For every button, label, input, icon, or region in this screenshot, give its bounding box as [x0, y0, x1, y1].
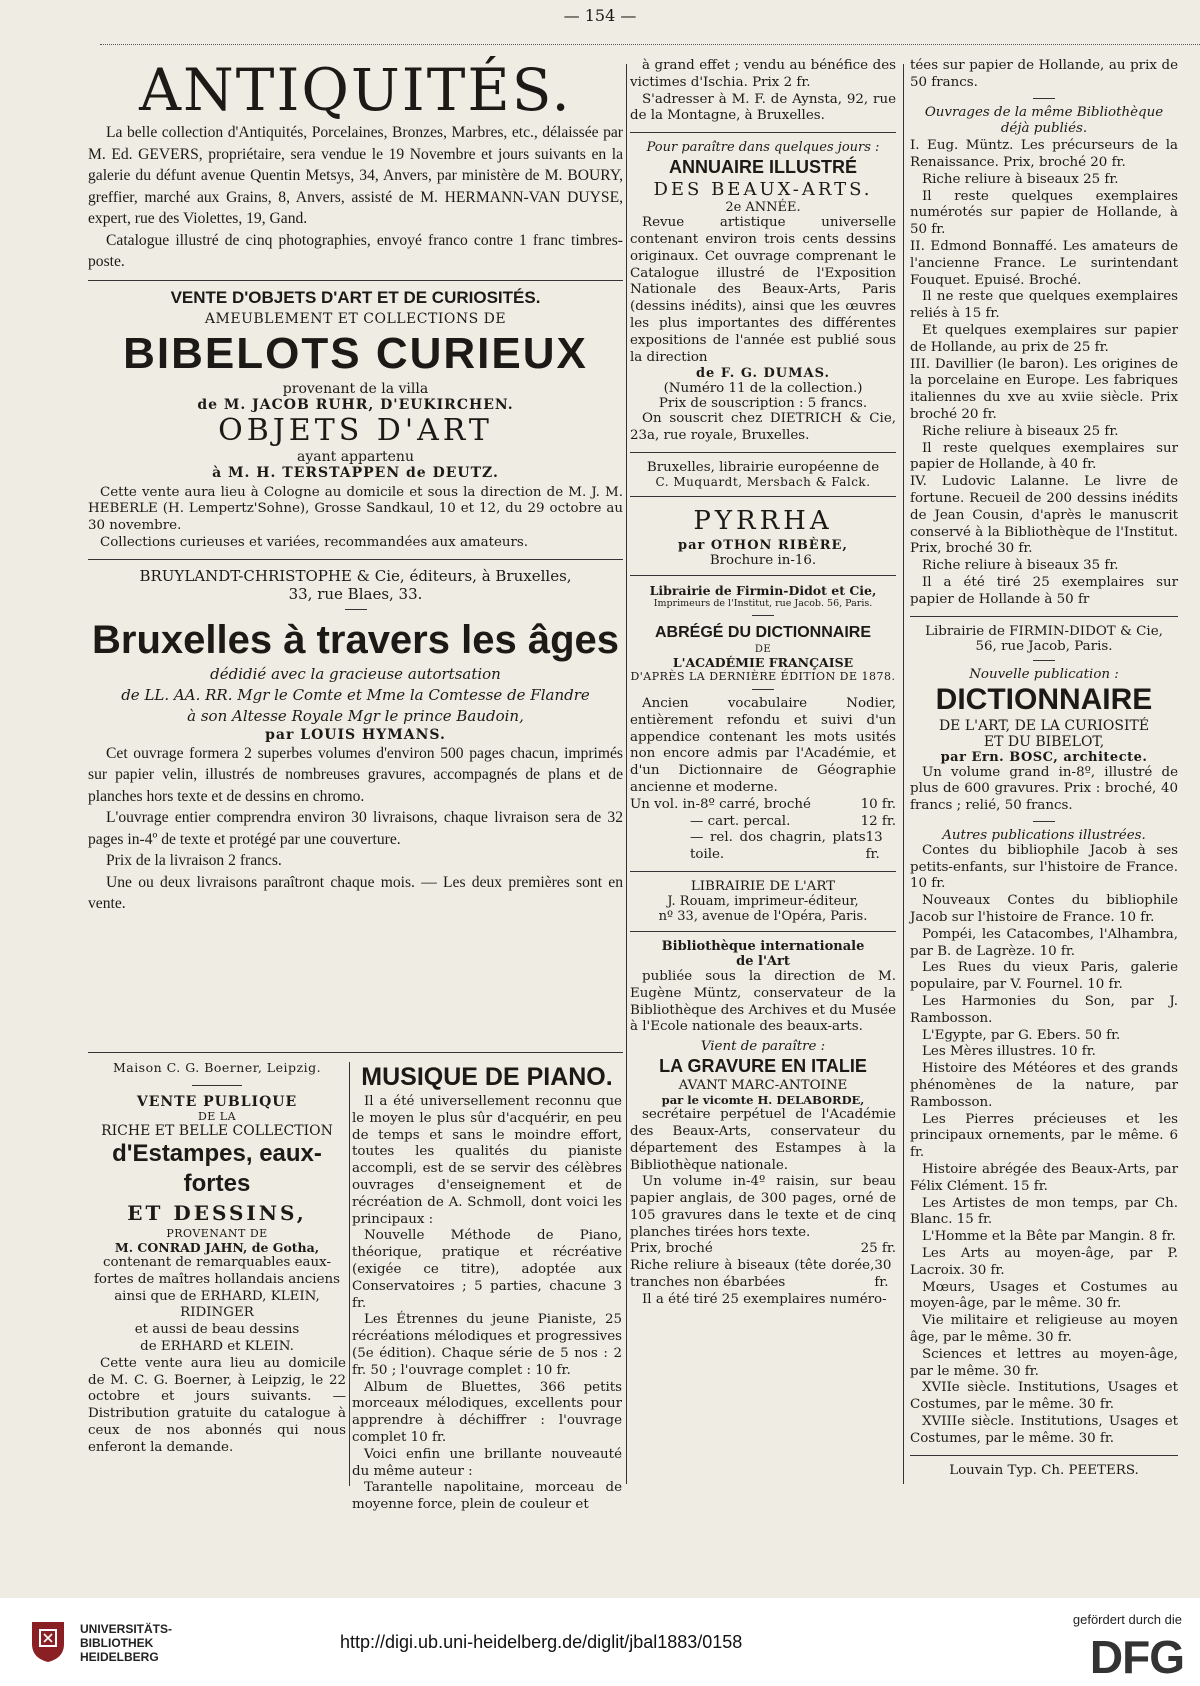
boerner-text3: de ERHARD et KLEIN. — [140, 1338, 294, 1354]
list-item: Histoire des Météores et des grands phénomènes de la nature, par Rambosson. — [910, 1061, 1178, 1110]
dedie-line1: dédidié avec la gracieuse autortsation — [210, 664, 501, 683]
item-1b: Riche reliure à biseaux 25 fr. — [922, 171, 1119, 187]
bruxelles-title: Bruxelles à travers les âges — [91, 617, 619, 662]
bibliotheque-title: Bibliothèque internationale — [661, 938, 865, 954]
bruxelles-text4: Une ou deux livraisons paraîtront chaque mois. — Les deux premières sont en vente. — [88, 873, 623, 913]
list-item: Les Mères illustres. 10 fr. — [922, 1044, 1096, 1060]
column-musique — [352, 1060, 622, 1513]
bruxelles-text3: Prix de la livraison 2 francs. — [106, 852, 282, 870]
list-item: Les Arts au moyen-âge, par P. Lacroix. 30 fr. — [910, 1246, 1178, 1278]
publications-list — [910, 843, 1178, 1448]
publiee-text: publiée sous la direction de M. Eugène Müntz, conservateur de la Bibliothèque des Archives et du Musée à l'Ecole nationale des beaux-arts. — [630, 968, 896, 1035]
item-3b: Riche reliure à biseaux 25 fr. — [922, 423, 1119, 439]
vente-title: VENTE D'OBJETS D'ART ET DE CURIOSITÉS. — [170, 287, 541, 307]
item-3c: Il reste quelques exemplaires sur papier de Hollande, à 40 fr. — [910, 440, 1178, 473]
price-value: 10 fr. — [860, 796, 896, 812]
jahn: M. CONRAD JAHN, de Gotha, — [114, 1240, 320, 1255]
terstappen: à M. H. TERSTAPPEN de DEUTZ. — [212, 464, 499, 481]
firmin-didot: Librairie de Firmin-Didot et Cie, — [649, 582, 877, 598]
divider — [630, 132, 896, 133]
pour-paraitre: Pour paraître dans quelques jours : — [646, 140, 880, 156]
price-label: Prix, broché — [630, 1241, 713, 1257]
pyrrha-title: PYRRHA — [693, 505, 833, 536]
rue-jacob: 56, rue Jacob, Paris. — [975, 638, 1113, 654]
column-rule — [349, 1062, 350, 1486]
beaux-arts-title: DES BEAUX-ARTS. — [653, 179, 873, 201]
footer-bar — [0, 1598, 1200, 1686]
list-item: Les Pierres précieuses et les principaux ornements, par le même. 6 fr. — [910, 1111, 1178, 1161]
antiquites-catalogue: Catalogue illustré de cinq photographies, envoyé franco contre 1 franc timbres-poste. — [88, 231, 623, 270]
de-lart: de l'Art — [736, 953, 790, 969]
item-2c: Et quelques exemplaires sur papier de Hollande, au prix de 25 fr. — [910, 322, 1178, 355]
et-du-bibelot: ET DU BIBELOT, — [983, 733, 1105, 750]
vente-text: Cette vente aura lieu à Cologne au domicile et sous la direction de M. J. M. HEBERLE (H. Lempertz'Sohne), Grosse Sandkaul, 10 et 12, du 29 octobre au 30 novembre. — [88, 484, 623, 534]
librairie-art: LIBRAIRIE DE L'ART — [690, 878, 836, 894]
par-hymans: par LOUIS HYMANS. — [265, 726, 446, 743]
apres-edition: D'APRÈS LA DERNIÈRE ÉDITION DE 1878. — [630, 669, 896, 683]
bruxelles-text1: Cet ouvrage formera 2 superbes volumes d'environ 500 pages chacun, imprimés sur papier velin, illustrés de nombreuses gravures, accompagnés de plans et de planches hors texte et de dessins en chromo. — [88, 744, 623, 805]
musique-text1: Il a été universellement reconnu que le moyen le plus sûr d'acquérir, en peu de temps et sans le moindre effort, toutes les qualités du pianiste accompli, est de se servir des célèbres ouvrages d'enseignement et de récréation de A. Schmoll, dont voici les principaux : — [352, 1094, 622, 1227]
ouvrages-heading: Ouvrages de la même Bibliothèque déjà publiés. — [924, 104, 1164, 137]
musique-text5: Voici enfin une brillante nouveauté du même auteur : — [352, 1446, 622, 1479]
vient-de-paraitre: Vient de paraître : — [700, 1039, 826, 1055]
list-item: Les Artistes de mon temps, par Ch. Blanc. 15 fr. — [910, 1195, 1178, 1228]
delaborde: par le vicomte H. DELABORDE, — [661, 1093, 865, 1108]
musique-text3: Les Étrennes du jeune Pianiste, 25 récréations mélodiques et progressives (5e édition). Chaque série de 5 nos : 2 fr. 50 ; l'ouvrage complet : 10 fr. — [352, 1312, 622, 1378]
divider — [630, 871, 896, 872]
price-row — [630, 1241, 896, 1258]
vente-collections: Collections curieuses et variées, recommandées aux amateurs. — [100, 534, 529, 550]
annuaire-text: Revue artistique universelle contenant environ trois cents dessins originaux. Cet ouvrage comprenant le Catalogue illustré de l'Exposition Nationale des Beaux-Arts, Paris (dessins inédits), ainsi que les œuvres les plus importantes des différentes expositions de l'année est publié sous la direction — [630, 215, 896, 365]
column-rule — [903, 64, 904, 1484]
objets-dart: OBJETS D'ART — [218, 412, 493, 448]
de-label: DE — [754, 643, 772, 655]
souscription: Prix de souscription : 5 francs. — [658, 396, 868, 412]
dfg-label: gefördert durch die — [1072, 1612, 1182, 1627]
short-rule — [1033, 98, 1055, 99]
souscrit: On souscrit chez DIETRICH & Cie, 23a, rue royale, Bruxelles. — [630, 411, 896, 444]
divider — [88, 280, 623, 281]
vente-subtitle: AMEUBLEMENT ET COLLECTIONS DE — [204, 310, 507, 327]
librairie-firmin: Librairie de FIRMIN-DIDOT & Cie, — [925, 623, 1163, 639]
numero: (Numéro 11 de la collection.) — [663, 381, 863, 397]
rouam: J. Rouam, imprimeur-éditeur, — [667, 893, 859, 909]
column-left-top — [88, 58, 623, 1050]
list-item: Les Rues du vieux Paris, galerie populaire, par V. Fournel. 10 fr. — [910, 960, 1178, 993]
musique-text2: Nouvelle Méthode de Piano, théorique, pratique et récréative (exigée ce titre), adoptée aux Conservatoires ; 5 parties, chacune 3 fr. — [352, 1228, 622, 1311]
boerner-text1: contenant de remarquables eaux-fortes de maîtres hollandais anciens ainsi que de ERHARD, KLEIN, RIDINGER — [93, 1255, 341, 1321]
item-4c: Il a été tiré 25 exemplaires sur papier de Hollande à 50 fr — [910, 574, 1178, 607]
column-right — [910, 58, 1178, 1486]
price-value: 25 fr. — [860, 1241, 896, 1257]
list-item: L'Egypte, par G. Ebers. 50 fr. — [922, 1027, 1121, 1043]
logo-line: BIBLIOTHEK — [80, 1636, 154, 1650]
de-la: DE LA — [197, 1110, 237, 1123]
musique-text6: Tarantelle napolitaine, morceau de moyenne force, plein de couleur et — [352, 1480, 622, 1513]
abrege-title: ABRÉGÉ DU DICTIONNAIRE — [654, 623, 871, 641]
column-rule — [626, 64, 627, 1484]
rouam-address: nº 33, avenue de l'Opéra, Paris. — [658, 908, 868, 924]
list-item: Mœurs, Usages et Costumes au moyen-âge, par le même. 30 fr. — [910, 1279, 1178, 1312]
item-4: IV. Ludovic Lalanne. Le livre de fortune. Recueil de 200 dessins inédits de Jean Cousin, d'après le manuscrit conservé à la Bibliothèque de l'Institut. Prix, broché 30 fr. — [910, 474, 1178, 557]
price-label: — rel. dos chagrin, plats toile. — [690, 830, 866, 863]
list-item: Pompéi, les Catacombes, l'Alhambra, par B. de Lagrèze. 10 fr. — [910, 926, 1178, 959]
bruxelles-text2: L'ouvrage entier comprendra environ 30 livraisons, chaque livraison sera de 32 pages in-4º de texte et protégé par une couverture. — [88, 809, 623, 848]
bruylandt-line2: 33, rue Blaes, 33. — [288, 584, 423, 603]
dumas: de F. G. DUMAS. — [695, 366, 831, 382]
aynsta-text: S'adresser à M. F. de Aynsta, 92, rue de la Montagne, à Bruxelles. — [630, 91, 896, 124]
top-rule — [100, 44, 1200, 45]
dfg-logo: DFG — [1089, 1631, 1184, 1683]
price-value: 13 fr. — [865, 830, 883, 863]
item-1c: Il reste quelques exemplaires numérotés sur papier de Hollande, à 50 fr. — [910, 188, 1178, 238]
avant-marc-antoine: AVANT MARC-ANTOINE — [678, 1078, 848, 1094]
price-row — [630, 797, 896, 814]
list-item: Nouveaux Contes du bibliophile Jacob sur l'histoire de France. 10 fr. — [910, 893, 1178, 926]
price-label: Riche reliure à biseaux (tête dorée, tranches non ébarbées — [630, 1258, 875, 1291]
bruylandt-line1: BRUYLANDT-CHRISTOPHE & Cie, éditeurs, à Bruxelles, — [139, 566, 572, 585]
price-value: 12 fr. — [860, 813, 896, 829]
column-boerner — [88, 1060, 346, 1486]
annee: 2e ANNÉE. — [725, 200, 801, 216]
musique-text4: Album de Bluettes, 366 petits morceaux mélodiques, excellents pour apprendre à déchiffrer : l'ouvrage complet 10 fr. — [352, 1379, 622, 1445]
short-rule — [192, 1085, 242, 1086]
divider — [630, 496, 896, 497]
dedie-line3: à son Altesse Royale Mgr le prince Baudoin, — [187, 706, 524, 725]
list-item: Vie militaire et religieuse au moyen âge, par le même. 30 fr. — [910, 1313, 1178, 1345]
volume-text: Un volume in-4º raisin, sur beau papier anglais, de 300 pages, orné de 105 gravures dans le texte et de cinq planches tirées hors texte. — [630, 1174, 896, 1240]
list-item: Histoire abrégée des Beaux-Arts, par Félix Clément. 15 fr. — [910, 1162, 1178, 1194]
estampes-title: d'Estampes, eaux-fortes — [112, 1140, 322, 1197]
ruhr: de M. JACOB RUHR, D'EUKIRCHEN. — [197, 396, 514, 413]
item-2b: Il ne reste que quelques exemplaires reliés à 15 fr. — [910, 289, 1178, 322]
item-3: III. Davillier (le baron). Les origines de la porcelaine en Europe. Les fabriques italiennes du xve au xviie siècle. Prix broché 20 fr. — [910, 356, 1178, 422]
vente-publique: VENTE PUBLIQUE — [136, 1094, 298, 1110]
academie: L'ACADÉMIE FRANÇAISE — [672, 654, 854, 670]
divider — [910, 1455, 1178, 1456]
divider — [630, 931, 896, 932]
riche-collection: RICHE ET BELLE COLLECTION — [101, 1123, 333, 1139]
dessins-title: ET DESSINS, — [127, 1201, 307, 1225]
tire-text: Il a été tiré 25 exemplaires numéro- — [642, 1291, 887, 1307]
boerner-text2: et aussi de beau dessins — [134, 1322, 300, 1338]
imprimeurs: Imprimeurs de l'Institut, rue Jacob. 56, Paris. — [653, 597, 873, 609]
source-url-link[interactable]: http://digi.ub.uni-heidelberg.de/diglit/jbal1883/0158 — [340, 1632, 743, 1652]
price-row — [630, 830, 896, 864]
divider — [910, 616, 1178, 617]
de-lart-curiosite: DE L'ART, DE LA CURIOSITÉ — [938, 717, 1150, 734]
bibelots-title: BIBELOTS CURIEUX — [123, 328, 588, 378]
maison-boerner: Maison C. G. Boerner, Leipzig. — [112, 1060, 322, 1075]
dictionnaire-volume: Un volume grand in-8º, illustré de plus de 600 gravures. Prix : broché, 40 francs ; relié, 50 francs. — [910, 764, 1178, 814]
antiquites-title: ANTIQUITÉS. — [139, 56, 572, 124]
university-logo-text — [80, 1622, 172, 1664]
dedie-line2: de LL. AA. RR. Mgr le Comte et Mme la Comtesse de Flandre — [121, 685, 590, 704]
annuaire-title: ANNUAIRE ILLUSTRÉ — [669, 157, 857, 178]
short-rule — [1033, 821, 1055, 822]
price-label: Un vol. in-8º carré, broché — [630, 796, 811, 812]
short-rule — [1033, 660, 1055, 661]
price-label: — cart. percal. — [690, 813, 791, 829]
item-1: I. Eug. Müntz. Les précurseurs de la Renaissance. Prix, broché 20 fr. — [910, 138, 1178, 170]
list-item: Les Harmonies du Son, par J. Rambosson. — [910, 994, 1178, 1026]
brux-librairie-2: C. Muquardt, Mersbach & Falck. — [655, 474, 871, 489]
louvain-imprint: Louvain Typ. Ch. PEETERS. — [949, 1462, 1139, 1478]
list-item: Contes du bibliophile Jacob à ses petits-enfants, sur l'histoire de France. 10 fr. — [910, 842, 1178, 892]
brochure: Brochure in-16. — [709, 552, 817, 568]
column-middle — [630, 58, 896, 1486]
divider — [88, 559, 623, 560]
list-item: Sciences et lettres au moyen-âge, par le même. 30 fr. — [910, 1346, 1178, 1379]
price-value: 30 fr. — [874, 1258, 892, 1291]
item-2: II. Edmond Bonnaffé. Les amateurs de l'ancienne France. Le surintendant Fouquet. Epuisé. Broché. — [910, 238, 1178, 288]
autres-publications: Autres publications illustrées. — [942, 827, 1146, 843]
par-othon: par OTHON RIBÈRE, — [678, 537, 848, 553]
gravure-title: LA GRAVURE EN ITALIE — [659, 1056, 867, 1077]
provenant: provenant de la villa — [282, 380, 429, 397]
price-row — [630, 814, 896, 831]
short-rule — [345, 609, 367, 610]
ayant-appartenu: ayant appartenu — [297, 448, 414, 465]
divider — [88, 1052, 623, 1053]
secretaire-text: secrétaire perpétuel de l'Académie des Beaux-Arts, conservateur du département des Estampes à la Bibliothèque nationale. — [630, 1107, 896, 1173]
divider — [630, 452, 896, 453]
short-rule — [752, 615, 774, 616]
dictionnaire-title: DICTIONNAIRE — [935, 682, 1153, 716]
logo-line: UNIVERSITÄTS- — [80, 1622, 173, 1636]
list-item: L'Homme et la Bête par Mangin. 8 fr. — [922, 1229, 1176, 1245]
boerner-text4: Cette vente aura lieu au domicile de M. C. G. Boerner, à Leipzig, le 22 octobre et jours suivants. — Distribution gratuite du catalogue à ceux de nos abonnés qui nous enferont la demande. — [88, 1355, 346, 1455]
divider — [630, 575, 896, 576]
price-row — [630, 1258, 896, 1292]
page-number: — 154 — — [563, 6, 637, 25]
short-rule — [752, 689, 774, 690]
list-item: XVIIIe siècle. Institutions, Usages et Costumes, par le même. 30 fr. — [910, 1413, 1178, 1446]
ischia-text: à grand effet ; vendu au bénéfice des victimes d'Ischia. Prix 2 fr. — [630, 58, 896, 90]
university-seal-icon — [28, 1620, 68, 1664]
brux-librairie-1: Bruxelles, librairie européenne de — [646, 459, 880, 475]
par-bosc: par Ern. BOSC, architecte. — [940, 749, 1148, 765]
antiquites-text: La belle collection d'Antiquités, Porcelaines, Bronzes, Marbres, etc., délaissée par M. Ed. GEVERS, propriétaire, sera vendue le 19 Novembre et jours suivants en la galerie du défunt avenue Quentin Metsys, 34, Anvers, par ministère de M. BOURY, greffier, marché aux Grains, 8, Anvers, assisté de M. HERMANN-VAN DUYSE, expert, rue des Violettes, 19, Gand. — [88, 124, 623, 227]
logo-line: HEIDELBERG — [80, 1650, 159, 1664]
nouvelle-publication: Nouvelle publication : — [969, 666, 1119, 682]
list-item: XVIIe siècle. Institutions, Usages et Costumes, par le même. 30 fr. — [910, 1380, 1178, 1413]
ancien-vocabulaire: Ancien vocabulaire Nodier, entièrement refondu et suivi d'un appendice contenant les mots usités non encore admis par l'Académie, et d'un Dictionnaire de Géographie ancienne et moderne. — [630, 695, 896, 795]
item-4b: Riche reliure à biseaux 35 fr. — [922, 558, 1119, 574]
musique-title: MUSIQUE DE PIANO. — [361, 1063, 613, 1091]
hollande-text: tées sur papier de Hollande, au prix de 50 francs. — [910, 58, 1178, 90]
provenant-de: PROVENANT DE — [166, 1227, 268, 1240]
